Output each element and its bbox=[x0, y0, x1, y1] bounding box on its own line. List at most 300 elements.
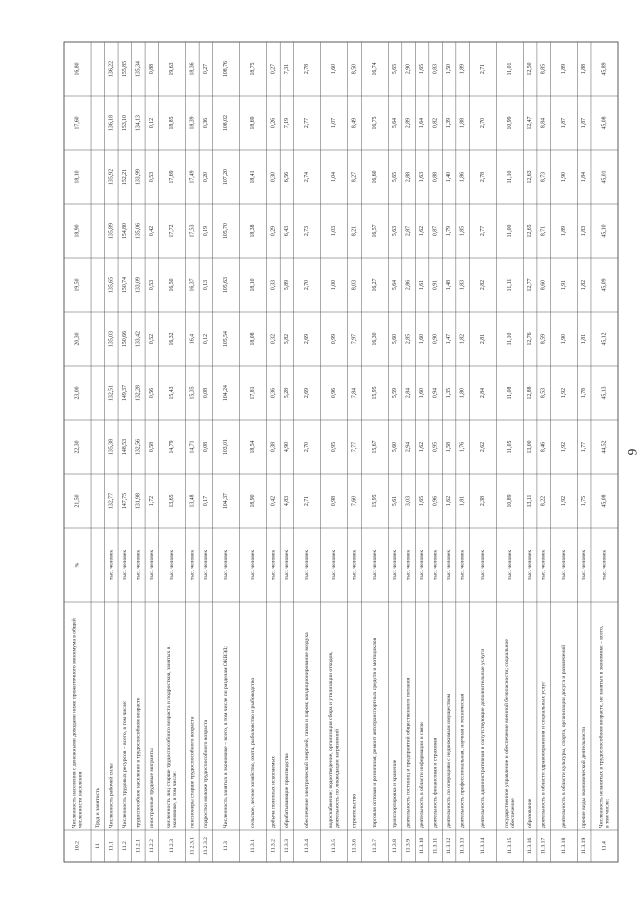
row-value: 17,60 bbox=[74, 116, 81, 130]
row-value: 5,65 bbox=[392, 63, 399, 75]
row-value: 0,53 bbox=[148, 171, 155, 183]
row-indicator-name: торговля оптовая и розничная; ремонт автотранспортных средств и мотоциклов bbox=[371, 637, 378, 828]
row-value: 5,65 bbox=[392, 171, 399, 183]
row-value: 0,42 bbox=[270, 495, 277, 507]
row-value: 16,60 bbox=[371, 170, 378, 184]
row-value: 0,20 bbox=[202, 171, 209, 183]
row-value: 1,62 bbox=[446, 495, 453, 507]
row-value: 1,72 bbox=[148, 495, 155, 507]
row-value: 16,57 bbox=[371, 224, 378, 238]
row-code: 11.3.18 bbox=[560, 837, 567, 855]
row-indicator-name: деятельность по операциям с недвижимым имуществом bbox=[446, 693, 453, 828]
row-value: 13,65 bbox=[169, 494, 176, 508]
row-value: 1,80 bbox=[459, 387, 466, 399]
row-value: 6,43 bbox=[283, 225, 290, 237]
row-value: 1,64 bbox=[419, 117, 426, 129]
row-value: 0,42 bbox=[148, 225, 155, 237]
row-value: 1,04 bbox=[331, 171, 338, 183]
row-code: 11.3.11 bbox=[432, 837, 439, 855]
row-value: 2,77 bbox=[479, 225, 486, 237]
row-value: 5,64 bbox=[392, 117, 399, 129]
row-value: 15,35 bbox=[189, 386, 196, 400]
row-unit: тыс. человек bbox=[446, 549, 453, 581]
row-value: 135,06 bbox=[135, 223, 142, 239]
row-value: 0,88 bbox=[148, 63, 155, 75]
row-value: 131,98 bbox=[135, 493, 142, 509]
row-value: 0,36 bbox=[270, 387, 277, 399]
row-value: 16,37 bbox=[189, 278, 196, 292]
row-value: 2,78 bbox=[479, 171, 486, 183]
row-value: 136,18 bbox=[108, 115, 115, 131]
row-value: 1,81 bbox=[581, 333, 588, 345]
row-indicator-name: водоснабжение; водоотведение, организация сбора и утилизации отходов, bbox=[328, 651, 335, 828]
row-unit: тыс. человек bbox=[331, 549, 338, 581]
row-value: 135,89 bbox=[108, 223, 115, 239]
row-value: 1,85 bbox=[459, 225, 466, 237]
row-value: 11,08 bbox=[506, 386, 513, 400]
row-value: 0,19 bbox=[202, 225, 209, 237]
row-value: 12,88 bbox=[527, 386, 534, 400]
row-indicator-name: деятельность в области здравоохранения и социальных услуг bbox=[540, 681, 547, 828]
row-value: 0,95 bbox=[432, 441, 439, 453]
row-value: 18,54 bbox=[250, 440, 257, 454]
row-value: 18,69 bbox=[250, 116, 257, 130]
row-value: 17,72 bbox=[169, 224, 176, 238]
row-value: 2,62 bbox=[479, 441, 486, 453]
row-indicator-name: деятельность гостиниц и предприятий общественного питания bbox=[405, 677, 412, 828]
row-indicator-name: образование bbox=[527, 798, 534, 828]
row-value: 45,09 bbox=[601, 278, 608, 292]
row-value: 18,75 bbox=[250, 62, 257, 76]
row-value: 13,48 bbox=[189, 494, 196, 508]
row-unit: тыс. человек bbox=[392, 549, 399, 581]
row-value: 17,49 bbox=[189, 170, 196, 184]
row-value: 1,91 bbox=[560, 279, 567, 291]
row-value: 0,08 bbox=[202, 441, 209, 453]
row-code: 11.2.1 bbox=[135, 839, 142, 853]
row-value: 0,94 bbox=[432, 387, 439, 399]
row-value: 0,82 bbox=[432, 117, 439, 129]
row-value: 17,69 bbox=[169, 170, 176, 184]
row-value: 5,64 bbox=[392, 279, 399, 291]
row-value: 17,81 bbox=[250, 386, 257, 400]
row-value: 1,81 bbox=[459, 495, 466, 507]
row-indicator-name: деятельность административная и сопутствующие дополнительные услуги bbox=[479, 648, 486, 828]
row-code: 11.2.2 bbox=[148, 839, 155, 853]
row-value: 2,38 bbox=[479, 495, 486, 507]
row-indicator-name: прочие виды экономической деятельности bbox=[581, 726, 588, 828]
row-value: 1,60 bbox=[419, 387, 426, 399]
row-value: 1,63 bbox=[419, 171, 426, 183]
row-value: 0,12 bbox=[148, 117, 155, 129]
row-value: 107,20 bbox=[223, 169, 230, 185]
row-unit: тыс. человек bbox=[459, 549, 466, 581]
row-value: 2,70 bbox=[479, 117, 486, 129]
row-value: 1,40 bbox=[446, 171, 453, 183]
row-value: 4,90 bbox=[283, 441, 290, 453]
row-indicator-name: обеспечение электрической энергией, газом и паром; кондиционирование воздуха bbox=[304, 632, 311, 828]
row-unit: тыс. человек bbox=[601, 549, 608, 581]
row-value: 19,63 bbox=[169, 62, 176, 76]
row-unit: тыс. человек bbox=[270, 549, 277, 581]
row-value: 0,88 bbox=[432, 171, 439, 183]
row-unit: тыс. человек bbox=[581, 549, 588, 581]
row-value: 108,76 bbox=[223, 61, 230, 77]
row-value: 15,95 bbox=[371, 494, 378, 508]
row-code: 11.3.19 bbox=[581, 837, 588, 855]
row-code: 11.3.16 bbox=[527, 837, 534, 855]
row-code: 11.3.13 bbox=[459, 837, 466, 855]
row-value: 1,87 bbox=[581, 117, 588, 129]
row-value: 12,63 bbox=[527, 170, 534, 184]
row-value: 7,19 bbox=[283, 117, 290, 129]
row-indicator-name: пенсионеры старше трудоспособного возраста bbox=[189, 716, 196, 828]
row-value: 10,89 bbox=[506, 494, 513, 508]
row-value: 134,13 bbox=[135, 115, 142, 131]
row-value: 132,77 bbox=[108, 493, 115, 509]
row-value: 45,01 bbox=[601, 170, 608, 184]
row-code: 11.3.10 bbox=[419, 837, 426, 855]
row-value: 5,28 bbox=[283, 387, 290, 399]
page-number: 9 bbox=[624, 448, 640, 456]
row-value: 1,87 bbox=[560, 117, 567, 129]
row-value: 105,54 bbox=[223, 331, 230, 347]
row-value: 12,50 bbox=[527, 62, 534, 76]
row-value: 1,84 bbox=[581, 171, 588, 183]
row-value: 2,89 bbox=[405, 117, 412, 129]
row-value: 18,10 bbox=[74, 170, 81, 184]
row-value: 133,99 bbox=[135, 169, 142, 185]
row-value: 1,76 bbox=[459, 441, 466, 453]
row-value: 1,79 bbox=[446, 225, 453, 237]
row-value: 1,48 bbox=[446, 279, 453, 291]
row-value: 0,17 bbox=[202, 495, 209, 507]
row-code: 11.3.17 bbox=[540, 837, 547, 855]
row-value: 2,73 bbox=[304, 225, 311, 237]
row-indicator-name: транспортировка и хранение bbox=[392, 759, 399, 828]
row-value: 155,85 bbox=[121, 61, 128, 77]
row-indicator-name: добыча полезных ископаемых bbox=[270, 756, 277, 828]
row-value: 45,13 bbox=[601, 386, 608, 400]
row-unit: тыс. человек bbox=[283, 549, 290, 581]
row-value: 1,35 bbox=[446, 387, 453, 399]
row-value: 8,71 bbox=[540, 225, 547, 237]
row-indicator-name: сельское, лесное хозяйство, охота, рыболовство и рыбоводство bbox=[250, 677, 257, 828]
row-value: 1,62 bbox=[419, 225, 426, 237]
row-indicator-name: Численность занятых в экономике – всего, в том числе по разделам ОКВЭД: bbox=[223, 646, 230, 828]
row-value: 22,30 bbox=[74, 440, 81, 454]
row-value: 0,98 bbox=[331, 495, 338, 507]
row-code: 11.3.8 bbox=[392, 839, 399, 853]
row-value: 5,59 bbox=[392, 387, 399, 399]
row-value: 19,50 bbox=[74, 278, 81, 292]
row-value: 0,32 bbox=[270, 333, 277, 345]
row-value: 5,82 bbox=[283, 333, 290, 345]
row-unit: тыс. человек bbox=[304, 549, 311, 581]
row-value: 149,37 bbox=[121, 385, 128, 401]
row-value: 0,26 bbox=[270, 117, 277, 129]
row-indicator-name: деятельность финансовая и страховая bbox=[432, 737, 439, 828]
row-indicator-name: деятельность в области культуры, спорта, организации досуга и развлечений bbox=[560, 644, 567, 828]
row-value: 0,83 bbox=[432, 63, 439, 75]
row-value: 1,89 bbox=[459, 63, 466, 75]
row-unit: тыс. человек bbox=[148, 549, 155, 581]
row-value: 1,88 bbox=[459, 117, 466, 129]
row-value: 5,61 bbox=[392, 495, 399, 507]
row-value: 1,07 bbox=[331, 117, 338, 129]
row-value: 16,27 bbox=[371, 278, 378, 292]
row-value: 0,99 bbox=[331, 333, 338, 345]
row-value: 12,65 bbox=[527, 224, 534, 238]
row-value: 2,78 bbox=[304, 63, 311, 75]
row-value: 1,78 bbox=[581, 387, 588, 399]
row-unit: тыс. человек bbox=[351, 549, 358, 581]
row-value: 105,63 bbox=[223, 277, 230, 293]
row-value: 135,65 bbox=[108, 277, 115, 293]
row-code: 11 bbox=[94, 843, 101, 849]
row-indicator-name: обеспечение bbox=[510, 798, 517, 828]
row-value: 18,38 bbox=[250, 224, 257, 238]
row-unit: тыс. человек bbox=[135, 549, 142, 581]
row-value: 8,22 bbox=[540, 495, 547, 507]
row-value: 13,11 bbox=[527, 494, 534, 508]
row-code: 11.2.3 bbox=[169, 839, 176, 853]
row-indicator-name: деятельность в области информации и связи bbox=[419, 722, 426, 828]
row-value: 1,75 bbox=[581, 495, 588, 507]
row-value: 5,60 bbox=[392, 333, 399, 345]
row-unit: тыс. человек bbox=[250, 549, 257, 581]
row-value: 8,46 bbox=[540, 441, 547, 453]
row-value: 1,65 bbox=[419, 495, 426, 507]
row-value: 13,00 bbox=[527, 440, 534, 454]
row-value: 2,87 bbox=[405, 225, 412, 237]
row-indicator-name: строительство bbox=[351, 793, 358, 828]
row-value: 8,84 bbox=[540, 117, 547, 129]
row-value: 132,28 bbox=[135, 385, 142, 401]
row-value: 16,50 bbox=[169, 278, 176, 292]
row-value: 0,12 bbox=[202, 333, 209, 345]
row-value: 0,27 bbox=[202, 63, 209, 75]
row-value: 153,10 bbox=[121, 115, 128, 131]
row-value: 1,89 bbox=[560, 225, 567, 237]
row-value: 8,53 bbox=[540, 387, 547, 399]
row-value: 0,29 bbox=[270, 225, 277, 237]
row-code: 11.3.9 bbox=[405, 839, 412, 853]
row-value: 2,70 bbox=[304, 441, 311, 453]
row-value: 16,30 bbox=[371, 332, 378, 346]
row-unit: тыс. человек bbox=[223, 549, 230, 581]
row-code: 11.3.7 bbox=[371, 839, 378, 853]
row-unit: тыс. человек bbox=[169, 549, 176, 581]
row-value: 2,85 bbox=[405, 333, 412, 345]
row-value: 1,92 bbox=[560, 495, 567, 507]
row-value: 1,00 bbox=[331, 279, 338, 291]
row-code: 11.1 bbox=[108, 841, 115, 851]
row-value: 150,74 bbox=[121, 277, 128, 293]
row-indicator-name: трудоспособное население в трудоспособном возрасте bbox=[135, 697, 142, 828]
row-value: 5,63 bbox=[392, 225, 399, 237]
row-value: 135,34 bbox=[135, 61, 142, 77]
row-value: 8,49 bbox=[351, 117, 358, 129]
row-value: 135,38 bbox=[108, 439, 115, 455]
row-indicator-name: Численность незанятых в трудоспособном возрасте, не занятых в экономике – всего, bbox=[598, 625, 605, 828]
row-value: 18,90 bbox=[74, 224, 81, 238]
row-indicator-name: численности населения bbox=[77, 771, 84, 828]
row-code: 11.3.2 bbox=[270, 839, 277, 853]
row-code: 11.3.12 bbox=[446, 837, 453, 855]
row-value: 8,85 bbox=[540, 63, 547, 75]
row-value: 148,53 bbox=[121, 439, 128, 455]
row-indicator-name: Численность трудовых ресурсов – всего, в том числе: bbox=[121, 700, 128, 828]
row-value: 8,59 bbox=[540, 333, 547, 345]
row-indicator-name: деятельность по ликвидации загрязнений bbox=[334, 728, 341, 828]
row-value: 14,71 bbox=[189, 440, 196, 454]
row-unit: тыс. человек bbox=[371, 549, 378, 581]
row-code: 11.3.1 bbox=[250, 839, 257, 853]
row-value: 133,42 bbox=[135, 331, 142, 347]
row-unit: тыс. человек bbox=[419, 549, 426, 581]
row-value: 1,83 bbox=[581, 225, 588, 237]
row-value: 2,69 bbox=[304, 387, 311, 399]
row-value: 135,92 bbox=[108, 169, 115, 185]
row-value: 16,32 bbox=[169, 332, 176, 346]
row-value: 1,82 bbox=[459, 333, 466, 345]
row-value: 1,77 bbox=[581, 441, 588, 453]
row-value: 0,95 bbox=[331, 441, 338, 453]
row-value: 18,85 bbox=[169, 116, 176, 130]
row-value: 0,38 bbox=[270, 441, 277, 453]
row-value: 103,01 bbox=[223, 439, 230, 455]
row-value: 1,83 bbox=[459, 279, 466, 291]
row-value: 5,60 bbox=[392, 441, 399, 453]
row-value: 45,08 bbox=[601, 494, 608, 508]
row-value: 7,97 bbox=[351, 333, 358, 345]
row-value: 7,77 bbox=[351, 441, 358, 453]
row-value: 6,56 bbox=[283, 171, 290, 183]
row-value: 45,08 bbox=[601, 116, 608, 130]
row-value: 0,56 bbox=[148, 387, 155, 399]
row-unit: % bbox=[74, 562, 81, 568]
row-value: 1,89 bbox=[560, 63, 567, 75]
row-value: 1,88 bbox=[581, 63, 588, 75]
row-value: 7,84 bbox=[351, 387, 358, 399]
row-indicator-name: деятельность профессиональная, научная и техническая bbox=[459, 693, 466, 828]
row-value: 0,36 bbox=[202, 117, 209, 129]
row-value: 11,11 bbox=[506, 278, 513, 292]
row-value: 15,95 bbox=[371, 386, 378, 400]
row-value: 2,71 bbox=[304, 495, 311, 507]
row-code: 11.3.15 bbox=[506, 837, 513, 855]
row-value: 10,99 bbox=[506, 116, 513, 130]
row-value: 1,60 bbox=[331, 63, 338, 75]
row-value: 4,83 bbox=[283, 495, 290, 507]
row-value: 1,90 bbox=[560, 171, 567, 183]
row-value: 1,03 bbox=[331, 225, 338, 237]
row-value: 16,75 bbox=[371, 116, 378, 130]
row-value: 8,73 bbox=[540, 171, 547, 183]
row-unit: тыс. человек bbox=[108, 549, 115, 581]
row-value: 154,80 bbox=[121, 223, 128, 239]
row-value: 0,33 bbox=[270, 279, 277, 291]
row-value: 0,08 bbox=[202, 387, 209, 399]
row-value: 0,96 bbox=[432, 495, 439, 507]
row-value: 8,27 bbox=[351, 171, 358, 183]
row-value: 18,90 bbox=[250, 494, 257, 508]
row-unit: тыс. человек bbox=[506, 549, 513, 581]
row-value: 2,84 bbox=[479, 387, 486, 399]
row-value: 0,52 bbox=[148, 333, 155, 345]
row-indicator-name: Численность рабочей силы bbox=[108, 763, 115, 828]
row-code: 11.3.5 bbox=[331, 839, 338, 853]
row-indicator-name: государственное управление и обеспечение военной безопасности; социальное bbox=[503, 639, 510, 828]
row-code: 11.4 bbox=[601, 841, 608, 851]
row-value: 2,70 bbox=[304, 279, 311, 291]
row-value: 1,60 bbox=[419, 333, 426, 345]
row-value: 0,27 bbox=[270, 63, 277, 75]
row-value: 8,60 bbox=[540, 279, 547, 291]
row-indicator-name: обрабатывающие производства bbox=[283, 753, 290, 828]
row-value: 132,56 bbox=[135, 439, 142, 455]
row-code: 11.3.4 bbox=[304, 839, 311, 853]
row-value: 15,43 bbox=[169, 386, 176, 400]
row-value: 8,21 bbox=[351, 225, 358, 237]
row-value: 1,62 bbox=[419, 441, 426, 453]
row-value: 14,79 bbox=[169, 440, 176, 454]
row-code: 11.2.3.2 bbox=[202, 837, 209, 855]
row-value: 0,30 bbox=[270, 171, 277, 183]
row-value: 1,86 bbox=[459, 171, 466, 183]
row-value: 2,82 bbox=[479, 279, 486, 291]
row-value: 104,37 bbox=[223, 493, 230, 509]
row-indicator-name: экономике, в том числе: bbox=[172, 771, 179, 828]
row-unit: тыс. человек bbox=[189, 549, 196, 581]
row-value: 1,47 bbox=[446, 333, 453, 345]
row-value: 11,01 bbox=[506, 62, 513, 76]
row-value: 108,02 bbox=[223, 115, 230, 131]
row-value: 11,00 bbox=[506, 224, 513, 238]
row-value: 12,76 bbox=[527, 332, 534, 346]
row-unit: тыс. человек bbox=[121, 549, 128, 581]
row-value: 105,70 bbox=[223, 223, 230, 239]
row-value: 18,10 bbox=[250, 278, 257, 292]
row-value: 3,03 bbox=[405, 495, 412, 507]
row-value: 0,96 bbox=[331, 387, 338, 399]
row-value: 8,03 bbox=[351, 279, 358, 291]
row-value: 1,92 bbox=[560, 441, 567, 453]
row-value: 1,90 bbox=[560, 333, 567, 345]
row-value: 0,87 bbox=[432, 225, 439, 237]
row-value: 12,47 bbox=[527, 116, 534, 130]
row-value: 11,10 bbox=[506, 332, 513, 346]
row-value: 16,80 bbox=[74, 62, 81, 76]
row-value: 18,41 bbox=[250, 170, 257, 184]
row-value: 147,75 bbox=[121, 493, 128, 509]
row-value: 11,05 bbox=[506, 440, 513, 454]
row-value: 2,77 bbox=[304, 117, 311, 129]
row-unit: тыс. человек bbox=[540, 549, 547, 581]
row-value: 1,65 bbox=[419, 63, 426, 75]
row-code: 11.3.6 bbox=[351, 839, 358, 853]
row-code: 11.3 bbox=[223, 841, 230, 851]
row-value: 2,71 bbox=[479, 63, 486, 75]
row-value: 132,51 bbox=[108, 385, 115, 401]
row-value: 150,66 bbox=[121, 331, 128, 347]
row-value: 45,12 bbox=[601, 332, 608, 346]
row-unit: тыс. человек bbox=[432, 549, 439, 581]
row-indicator-name: Численность населения с денежными доходами ниже прожиточного минимума в общей bbox=[71, 618, 78, 828]
row-value: 2,88 bbox=[405, 171, 412, 183]
row-code: 11.3.14 bbox=[479, 837, 486, 855]
